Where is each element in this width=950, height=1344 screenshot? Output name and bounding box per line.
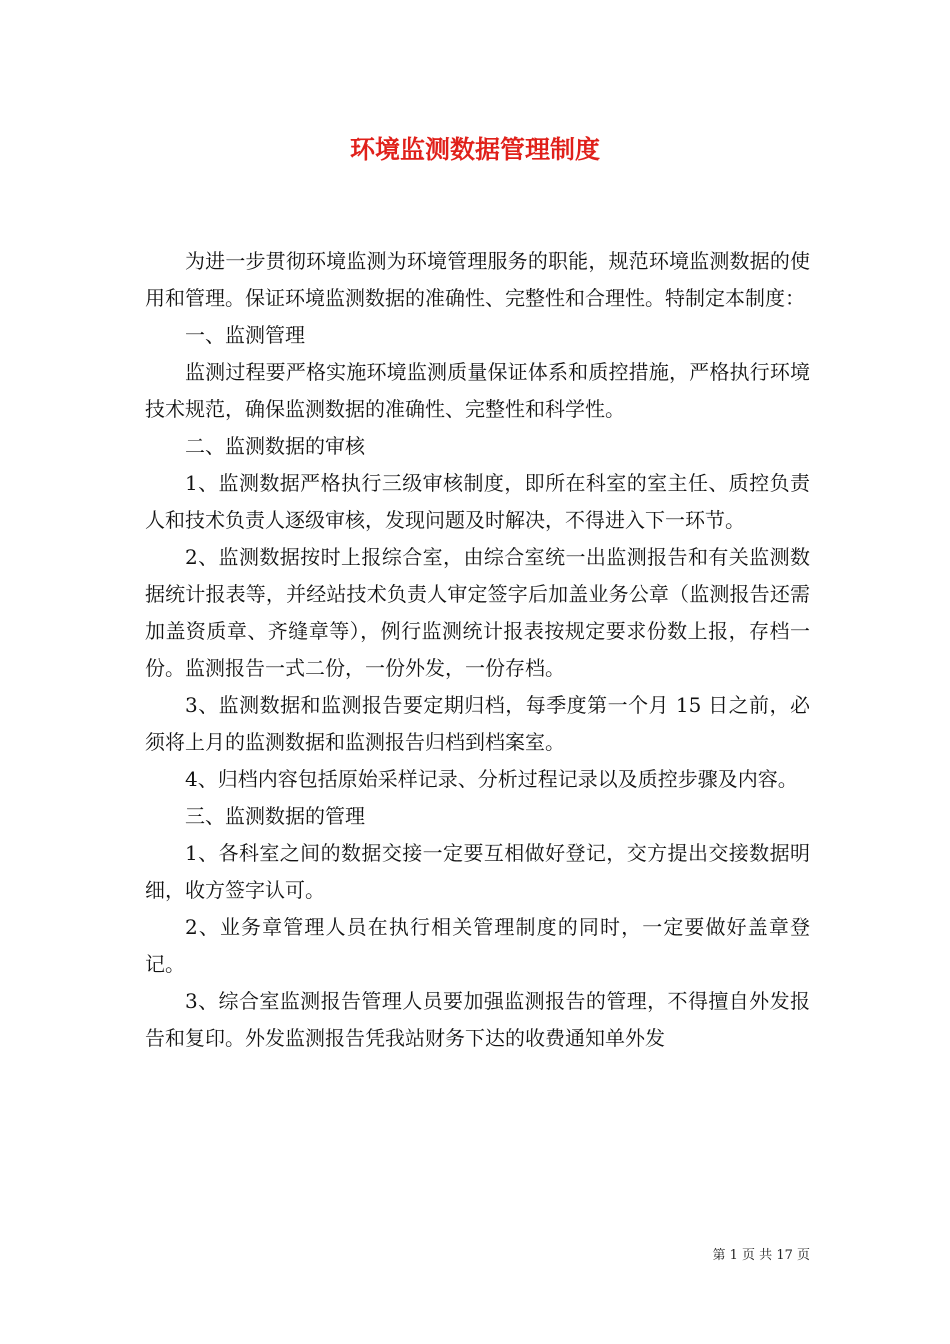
page-number: 第 1 页 共 17 页	[712, 1248, 810, 1263]
paragraph: 2、监测数据按时上报综合室，由综合室统一出监测报告和有关监测数据统计报表等，并经站技术负责人审定签字后加盖业务公章（监测报告还需加盖资质章、齐缝章等），例行监测统计报表按规定要求份数上报，存档一份。监测报告一式二份，一份外发，一份存档。	[145, 545, 810, 680]
paragraph: 3、监测数据和监测报告要定期归档，每季度第一个月 15 日之前，必须将上月的监测数据和监测报告归档到档案室。	[145, 693, 810, 754]
paragraph: 监测过程要严格实施环境监测质量保证体系和质控措施，严格执行环境技术规范，确保监测数据的准确性、完整性和科学性。	[145, 360, 810, 421]
paragraph: 4、归档内容包括原始采样记录、分析过程记录以及质控步骤及内容。	[185, 767, 798, 791]
paragraph: 3、综合室监测报告管理人员要加强监测报告的管理，不得擅自外发报告和复印。外发监测报告凭我站财务下达的收费通知单外发	[145, 989, 810, 1050]
paragraph-intro: 为进一步贯彻环境监测为环境管理服务的职能，规范环境监测数据的使用和管理。保证环境监测数据的准确性、完整性和合理性。特制定本制度：	[145, 249, 810, 310]
section-heading-2: 二、监测数据的审核	[185, 434, 365, 458]
paragraph: 1、各科室之间的数据交接一定要互相做好登记，交方提出交接数据明细，收方签字认可。	[145, 841, 810, 902]
document-title: 环境监测数据管理制度	[349, 135, 600, 164]
section-heading-3: 三、监测数据的管理	[185, 804, 365, 828]
document-body	[145, 243, 810, 1057]
paragraph: 1、监测数据严格执行三级审核制度，即所在科室的室主任、质控负责人和技术负责人逐级审核，发现问题及时解决，不得进入下一环节。	[145, 471, 810, 532]
paragraph: 2、业务章管理人员在执行相关管理制度的同时，一定要做好盖章登记。	[145, 915, 810, 976]
section-heading-1: 一、监测管理	[185, 323, 305, 347]
